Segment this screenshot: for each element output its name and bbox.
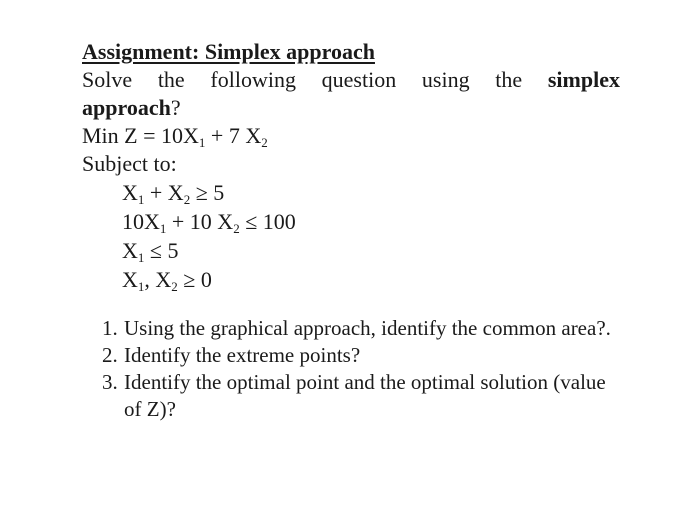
constraint-3 bbox=[122, 236, 620, 265]
constraint-1 bbox=[122, 178, 620, 207]
constraint-1-b: + X bbox=[144, 180, 184, 205]
question-item bbox=[82, 369, 620, 423]
constraint-1-sub-1: 1 bbox=[137, 192, 145, 207]
constraint-2-c: ≤ 100 bbox=[239, 209, 296, 234]
question-text: Using the graphical approach, identify the common area?. bbox=[124, 316, 611, 340]
constraint-2 bbox=[122, 207, 620, 236]
question-text: Identify the optimal point and the optimal solution (value of Z)? bbox=[124, 370, 606, 421]
objective-mid: + 7 X bbox=[205, 123, 262, 148]
objective-function bbox=[82, 122, 620, 150]
constraint-4-sub-2: 2 bbox=[171, 279, 178, 294]
intro-text: Solve the following question using the bbox=[82, 67, 523, 92]
constraint-4-sub-1: 1 bbox=[137, 279, 145, 294]
constraint-4-c: ≥ 0 bbox=[177, 267, 212, 292]
objective-sub-1: 1 bbox=[198, 135, 206, 150]
constraint-3-a: X bbox=[122, 238, 138, 263]
constraint-4-b: , X bbox=[144, 267, 172, 292]
constraint-2-sub-1: 1 bbox=[159, 221, 167, 236]
subject-to-label: Subject to: bbox=[82, 151, 177, 176]
constraint-3-sub-1: 1 bbox=[137, 250, 145, 265]
constraints-list bbox=[82, 178, 620, 294]
constraint-1-c: ≥ 5 bbox=[190, 180, 225, 205]
constraint-3-b: ≤ 5 bbox=[144, 238, 179, 263]
intro-question-mark: ? bbox=[170, 95, 181, 120]
objective-prefix: Min Z = 10X bbox=[82, 123, 199, 148]
constraint-1-a: X bbox=[122, 180, 138, 205]
intro-line-2 bbox=[82, 94, 620, 122]
assignment-title: Assignment: Simplex approach bbox=[82, 39, 375, 64]
intro-bold-simplex: simplex bbox=[547, 67, 620, 92]
question-text: Identify the extreme points? bbox=[124, 343, 361, 367]
question-number: 2. bbox=[102, 343, 118, 367]
constraint-1-sub-2: 2 bbox=[183, 192, 191, 207]
constraint-2-b: + 10 X bbox=[166, 209, 234, 234]
objective-sub-2: 2 bbox=[261, 135, 268, 150]
constraint-4 bbox=[122, 265, 620, 294]
question-number: 3. bbox=[102, 370, 118, 394]
intro-bold-approach: approach bbox=[82, 95, 171, 120]
question-number: 1. bbox=[102, 316, 118, 340]
intro-line-1 bbox=[82, 66, 620, 94]
assignment-document bbox=[82, 38, 620, 423]
constraint-4-a: X bbox=[122, 267, 138, 292]
question-item bbox=[82, 315, 620, 342]
question-item bbox=[82, 342, 620, 369]
constraint-2-sub-2: 2 bbox=[233, 221, 240, 236]
constraint-2-a: 10X bbox=[122, 209, 160, 234]
questions-list bbox=[82, 315, 620, 423]
